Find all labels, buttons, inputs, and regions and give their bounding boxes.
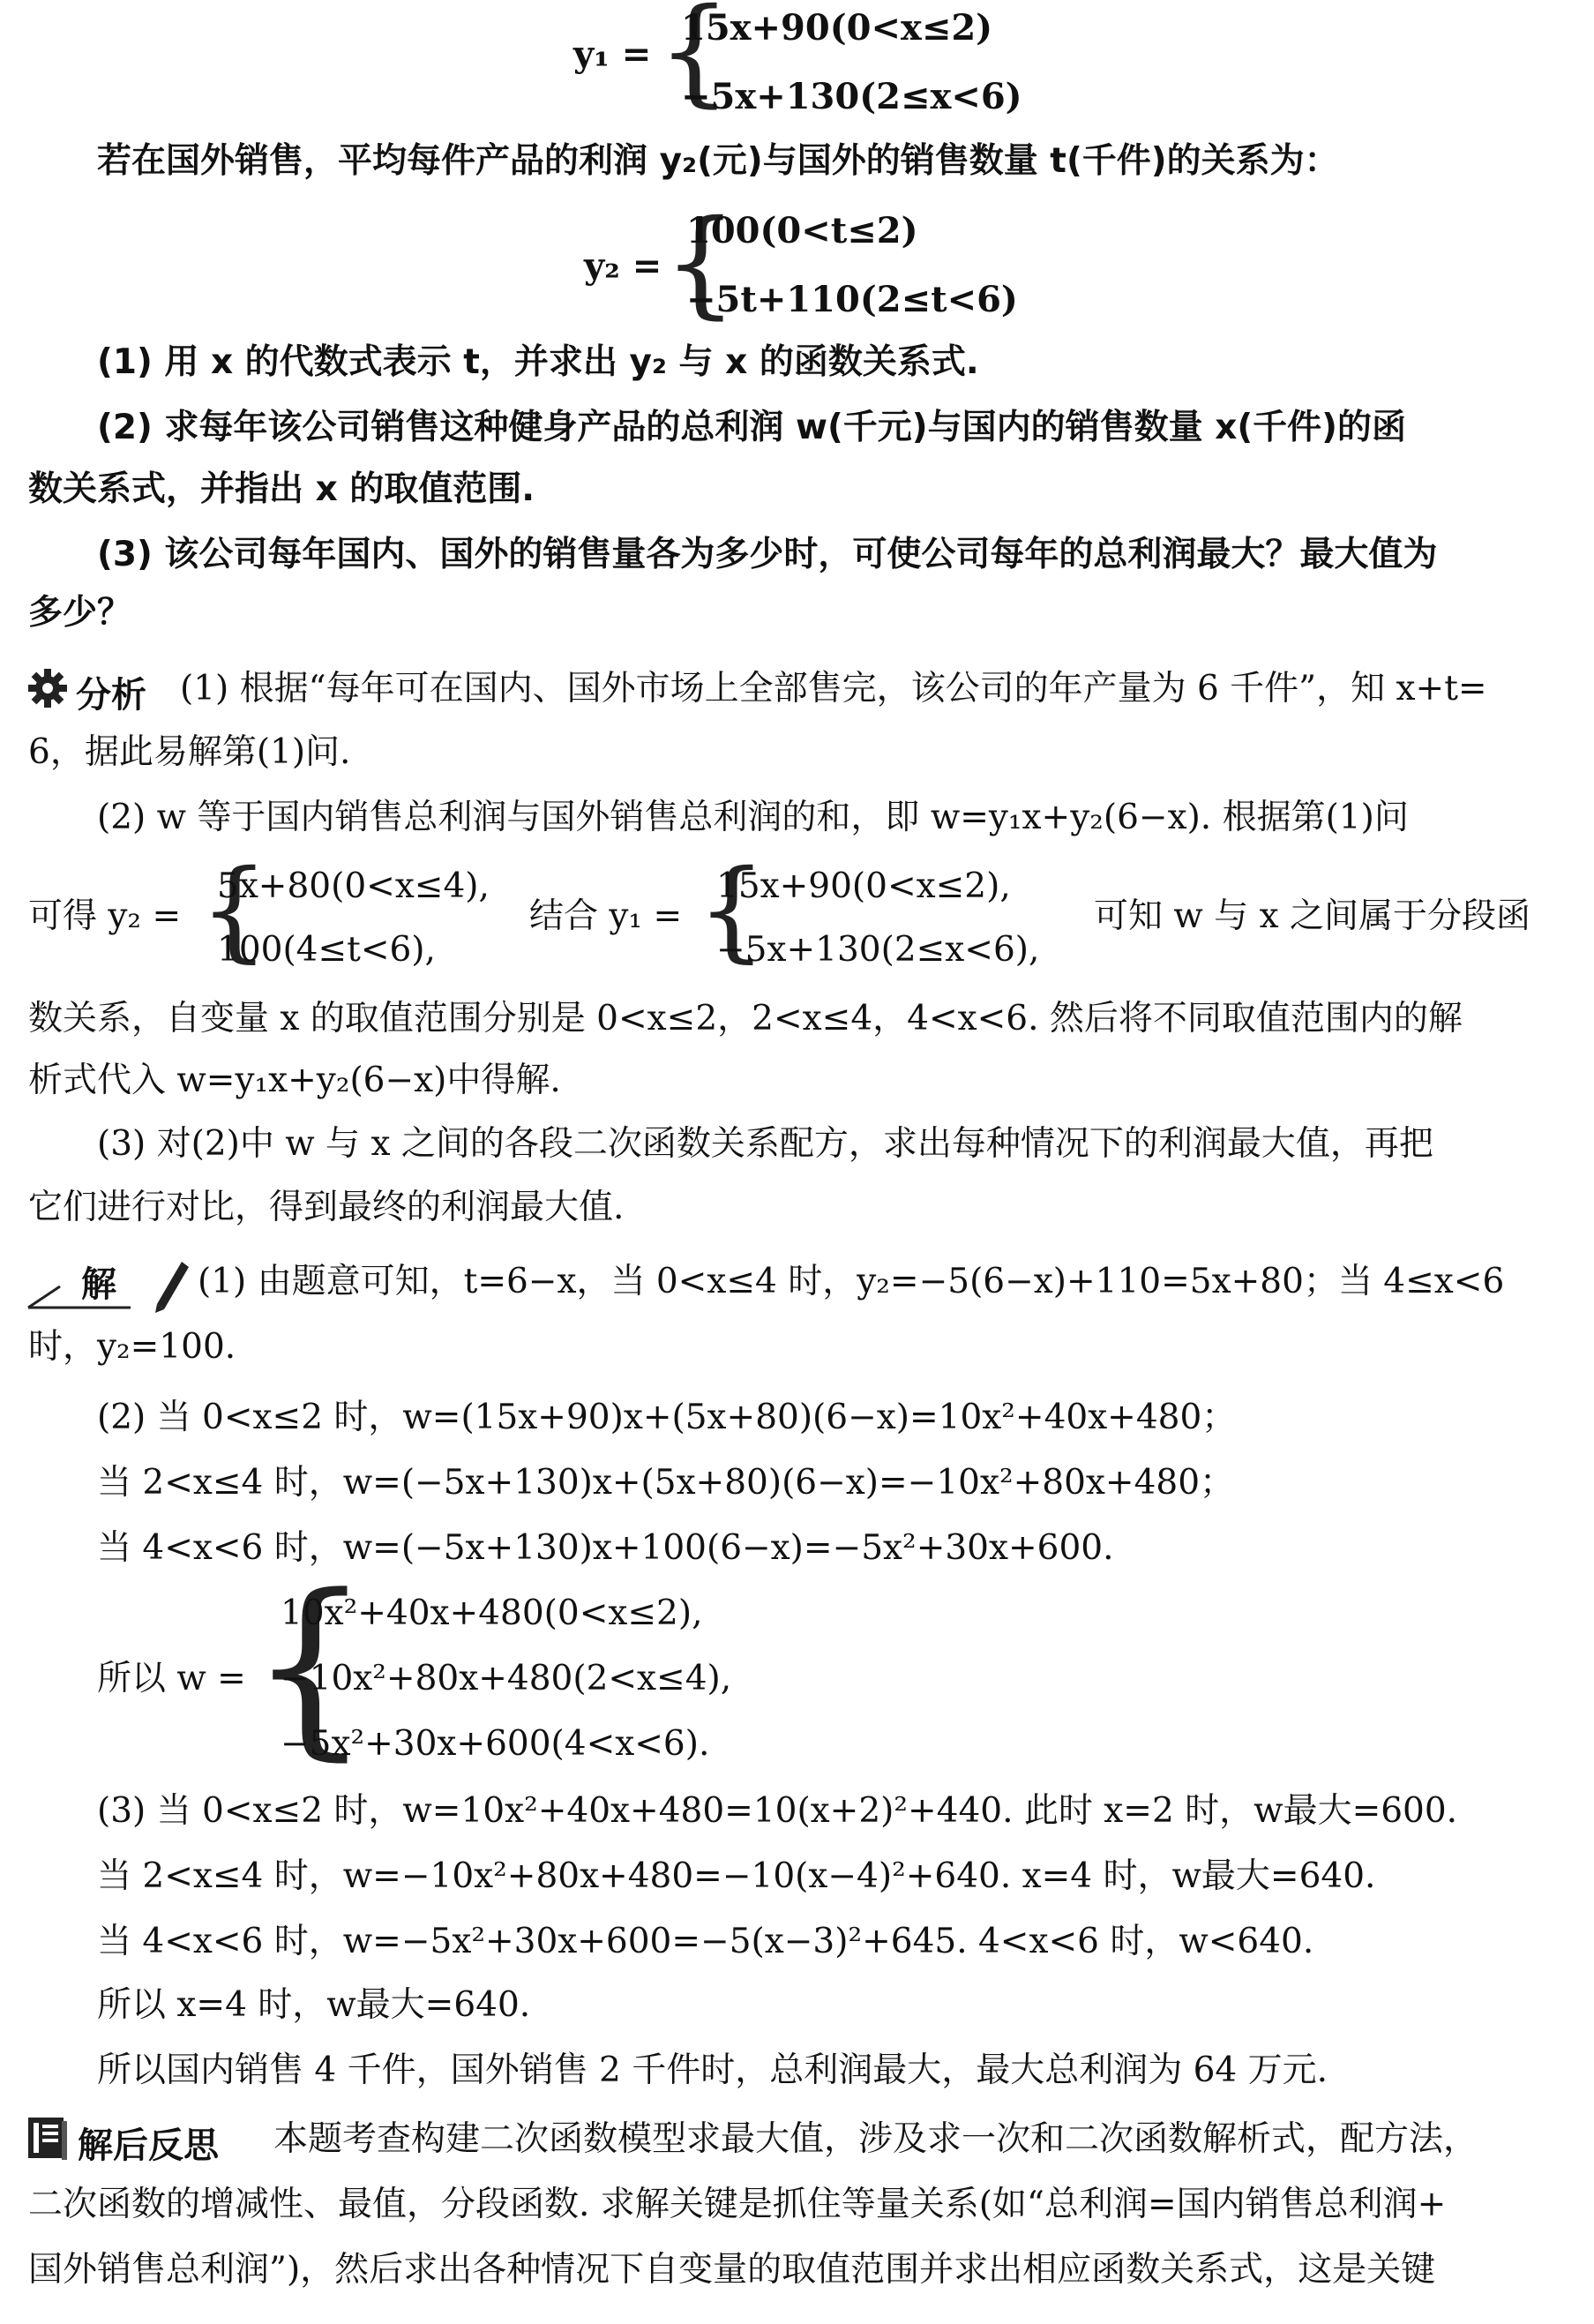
reflection-line-1: 本题考查构建二次函数模型求最大值，涉及求一次和二次函数解析式，配方法， — [273, 2119, 1478, 2159]
analysis-line-2: 6，据此易解第(1)问. — [28, 732, 351, 772]
y1-lhs: y₁ = — [573, 34, 652, 75]
analysis-line-3: (2) w 等于国内销售总利润与国外销售总利润的和，即 w=y₁x+y₂(6−x). 根据第(1)问 — [97, 798, 1409, 837]
analysis-label: 分析 — [76, 675, 146, 716]
analysis-line-6: 析式代入 w=y₁x+y₂(6−x)中得解. — [28, 1061, 561, 1100]
solution-line-7: 当 2<x≤4 时，w=−10x²+80x+480=−10(x−4)²+640. x=4 时，w最大=640. — [97, 1856, 1376, 1896]
solution-w-case-3: −5x²+30x+600(4<x<6). — [281, 1724, 710, 1764]
analysis-y1-case-2: −5x+130(2≤x<6), — [716, 930, 1040, 970]
solution-line-3: (2) 当 0<x≤2 时，w=(15x+90)x+(5x+80)(6−x)=10x²+40x+480； — [97, 1398, 1237, 1437]
intro-y2: 若在国外销售，平均每件产品的利润 y₂(元)与国外的销售数量 t(千件)的关系为： — [97, 141, 1339, 181]
solution-line-10: 所以国内销售 4 千件，国外销售 2 千件时，总利润最大，最大总利润为 64 万元. — [97, 2050, 1328, 2090]
y2-brace: { — [663, 195, 737, 331]
gear-icon — [26, 667, 69, 713]
solution-line-9: 所以 x=4 时，w最大=640. — [97, 1985, 531, 2025]
solution-label: 解 — [81, 1264, 116, 1305]
solution-w-case-2: −10x²+80x+480(2<x≤4), — [281, 1659, 732, 1698]
y1-case-2: −5x+130(2≤x<6) — [681, 76, 1022, 117]
y2-case-2: −5t+110(2≤t<6) — [686, 279, 1018, 320]
analysis-y2-case-1: 5x+80(0<x≤4), — [217, 866, 490, 906]
reflection-line-3: 国外销售总利润”)，然后求出各种情况下自变量的取值范围并求出相应函数关系式，这是关键 — [28, 2250, 1436, 2290]
reflection-label: 解后反思 — [78, 2125, 219, 2166]
solution-line-6: (3) 当 0<x≤2 时，w=10x²+40x+480=10(x+2)²+440. 此时 x=2 时，w最大=600. — [97, 1791, 1458, 1831]
question-3-line-2: 多少？ — [28, 593, 132, 633]
analysis-y2-lhs: 可得 y₂ = — [28, 896, 182, 936]
solution-line-2: 时，y₂=100. — [28, 1327, 236, 1367]
solution-line-5: 当 4<x<6 时，w=(−5x+130)x+100(6−x)=−5x²+30x+600. — [97, 1528, 1114, 1568]
y2-case-1: 100(0<t≤2) — [686, 210, 918, 251]
analysis-y1-brace: { — [697, 847, 767, 974]
y1-case-1: 15x+90(0<x≤2) — [681, 7, 993, 49]
solution-w-case-1: 10x²+40x+480(0<x≤2), — [281, 1593, 703, 1633]
solution-w-lhs: 所以 w = — [97, 1659, 246, 1698]
reflection-line-2: 二次函数的增减性、最值，分段函数. 求解关键是抓住等量关系(如“总利润=国内销售总利润+ — [28, 2185, 1447, 2224]
solution-line-8: 当 4<x<6 时，w=−5x²+30x+600=−5(x−3)²+645. 4<x<6 时，w<640. — [97, 1922, 1314, 1961]
solution-line-4: 当 2<x≤4 时，w=(−5x+130)x+(5x+80)(6−x)=−10x²+80x+480； — [97, 1463, 1235, 1503]
analysis-y2-case-2: 100(4≤t<6), — [217, 930, 436, 970]
question-2-line-2: 数关系式，并指出 x 的取值范围. — [28, 469, 535, 509]
analysis-line-7: (3) 对(2)中 w 与 x 之间的各段二次函数关系配方，求出每种情况下的利润最大值，再把 — [97, 1124, 1433, 1164]
analysis-y2-brace: { — [199, 847, 269, 974]
question-2-line-1: (2) 求每年该公司销售这种健身产品的总利润 w(千元)与国内的销售数量 x(千件)的函 — [97, 408, 1407, 447]
y2-lhs: y₂ = — [584, 245, 662, 287]
y1-brace: { — [657, 0, 731, 119]
solution-line-1: (1) 由题意可知，t=6−x，当 0<x≤4 时，y₂=−5(6−x)+110=5x+80；当 4≤x<6 — [198, 1262, 1505, 1301]
question-3-line-1: (3) 该公司每年国内、国外的销售量各为多少时，可使公司每年的总利润最大？最大值为 — [97, 535, 1438, 574]
question-1: (1) 用 x 的代数式表示 t，并求出 y₂ 与 x 的函数关系式. — [97, 342, 979, 382]
analysis-line-4-end: 可知 w 与 x 之间属于分段函 — [1094, 896, 1530, 936]
analysis-line-8: 它们进行对比，得到最终的利润最大值. — [28, 1188, 625, 1227]
analysis-y1-case-1: 15x+90(0<x≤2), — [716, 866, 1011, 906]
analysis-line-1: (1) 根据“每年可在国内、国外市场上全部售完，该公司的年产量为 6 千件”，知 x+t= — [180, 669, 1487, 708]
solution-w-brace: { — [249, 1555, 371, 1778]
analysis-line-5: 数关系，自变量 x 的取值范围分别是 0<x≤2，2<x≤4，4<x<6. 然后将不同取值范围内的解 — [28, 999, 1463, 1038]
book-icon — [26, 2116, 69, 2165]
analysis-y1-lhs: 结合 y₁ = — [529, 896, 683, 936]
